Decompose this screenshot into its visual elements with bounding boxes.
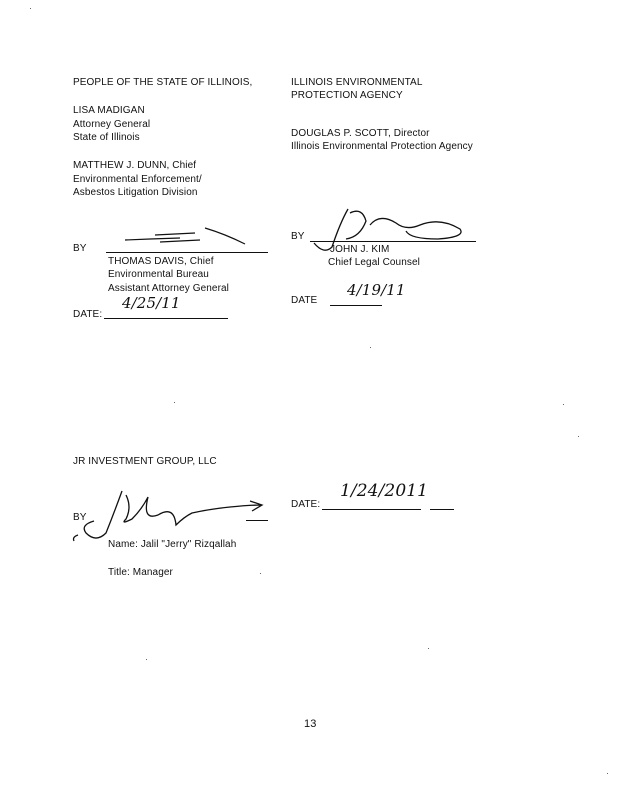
director-title: Illinois Environmental Protection Agency [291,141,473,152]
jr-date-line-end [430,509,454,510]
kim-name: JOHN J. KIM [330,244,390,255]
davis-name: THOMAS DAVIS, Chief [108,256,214,267]
left-date-line [104,318,228,319]
davis-signature [120,220,250,250]
jr-signer-title: Title: Manager [108,567,173,578]
left-signature-line [106,252,268,253]
kim-title: Chief Legal Counsel [328,257,420,268]
chief-name: MATTHEW J. DUNN, Chief [73,160,197,171]
right-date-line [330,305,382,306]
scan-speck [370,347,371,348]
jr-date-line [322,509,421,510]
left-date-label: DATE: [73,309,103,320]
rizqallah-signature [70,485,270,545]
jr-date-value: 1/24/2011 [340,481,429,501]
right-date-value: 4/19/11 [347,281,406,299]
right-date-label: DATE [291,295,318,306]
davis-title-bureau: Environmental Bureau [108,269,209,280]
party-iepa-line2: PROTECTION AGENCY [291,90,403,101]
left-by-label: BY [73,243,87,254]
attorney-general-title: Attorney General [73,119,151,130]
jr-company-name: JR INVESTMENT GROUP, LLC [73,456,217,467]
left-date-value: 4/25/11 [122,294,181,312]
jr-by-label: BY [73,512,87,523]
scan-speck [607,773,608,774]
jr-date-label: DATE: [291,499,321,510]
page-number: 13 [304,718,317,730]
scan-speck [30,8,31,9]
davis-title-aag: Assistant Attorney General [108,283,229,294]
scan-speck [428,648,429,649]
scan-speck [146,659,147,660]
party-people-illinois: PEOPLE OF THE STATE OF ILLINOIS, [73,77,253,88]
attorney-general-name: LISA MADIGAN [73,105,145,116]
right-by-label: BY [291,231,305,242]
chief-division-line2: Asbestos Litigation Division [73,187,198,198]
scan-speck [260,573,261,574]
director-name: DOUGLAS P. SCOTT, Director [291,128,430,139]
jr-signer-name: Name: Jalil "Jerry" Rizqallah [108,539,237,550]
chief-division-line1: Environmental Enforcement/ [73,174,202,185]
scan-speck [578,436,579,437]
scan-speck [174,402,175,403]
scan-speck [563,404,564,405]
attorney-general-state: State of Illinois [73,132,140,143]
party-iepa-line1: ILLINOIS ENVIRONMENTAL [291,77,423,88]
